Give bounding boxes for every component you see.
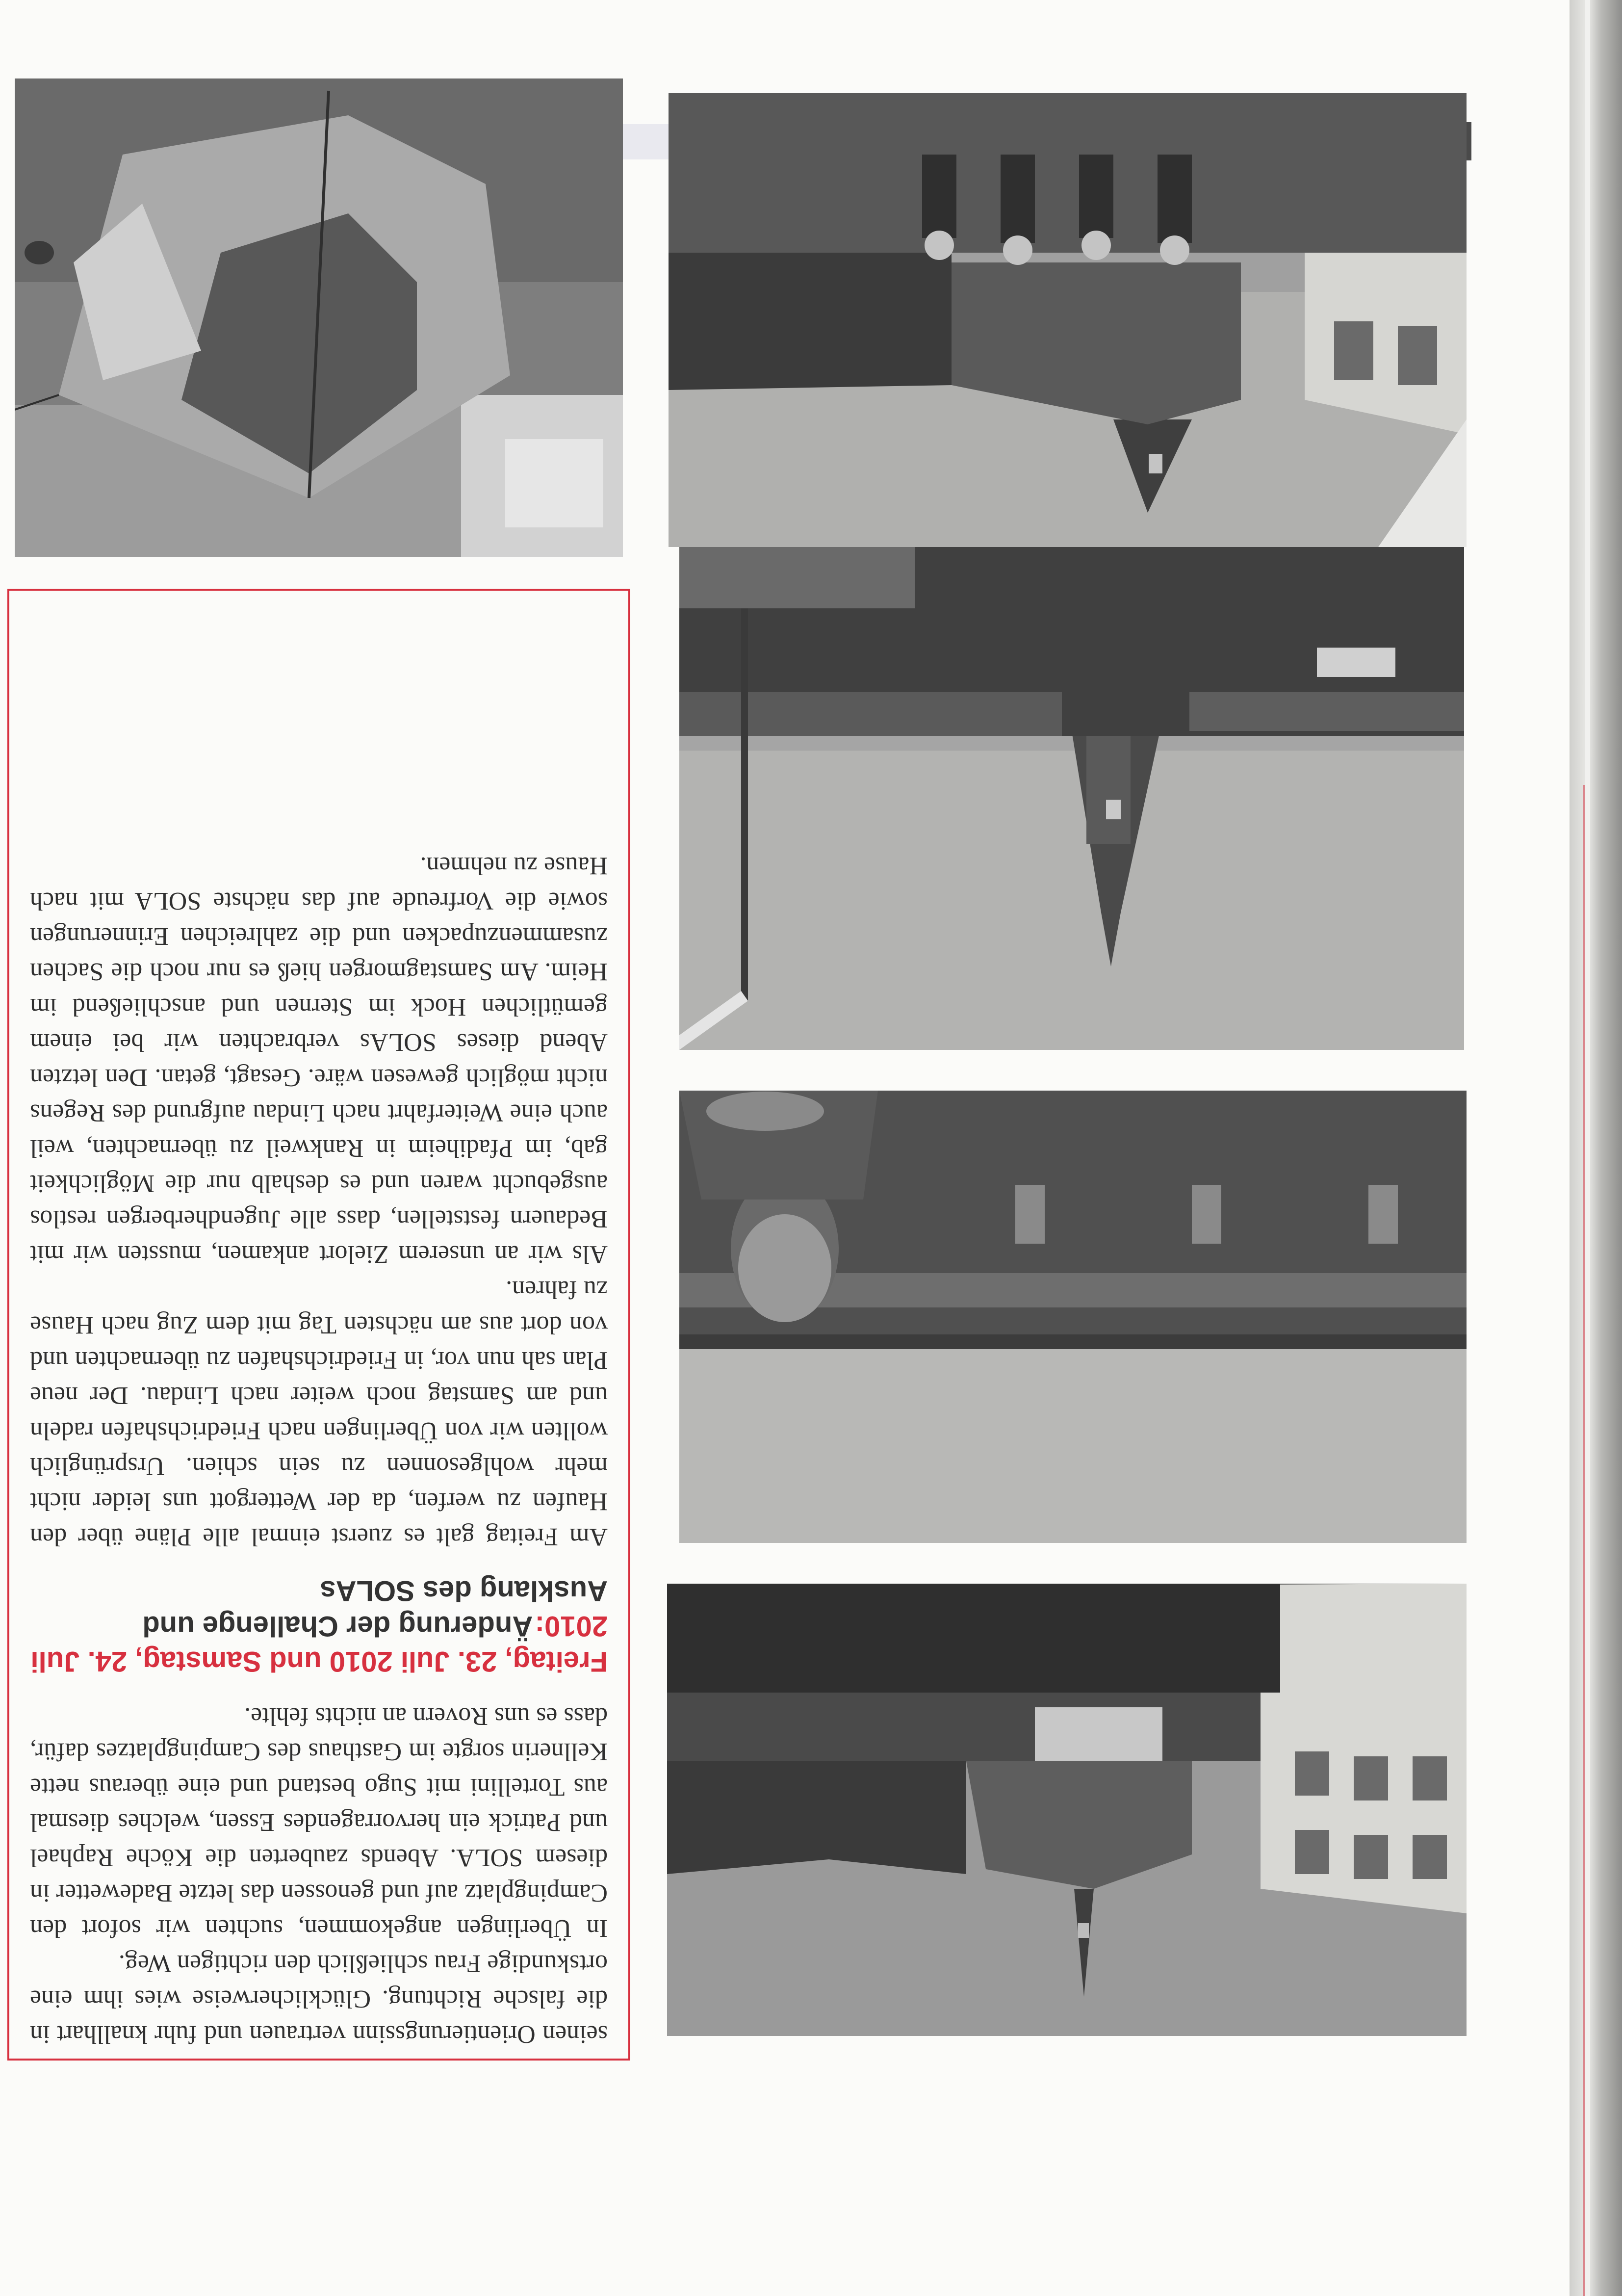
page-edge-highlight — [1585, 0, 1590, 2296]
town-square-people-photo — [669, 93, 1467, 547]
page-binding-edge — [1570, 0, 1622, 2296]
article-paragraph: seinen Orientierungssinn vertrauen und fuhr knallhart in die falsche Richtung. Glücklicherweise wies ihm eine ortskundige Frau schließlich den richtigen Weg. — [30, 1950, 608, 2048]
article-heading — [30, 1573, 608, 1679]
article-heading-date: Freitag, 23. Juli 2010 und Samstag, 24. Juli 2010: — [30, 1610, 608, 1677]
article-paragraph: Am Freitag galt es zuerst einmal alle Pläne über den Haufen zu werfen, da der Wettergott uns leider nicht mehr wohlgesonnen zu sein schien. Ursprünglich wollten wir von Überlingen nach Friedrichshafen radeln und am Samstag noch weiter nach Lindau. Der neue Plan sah nun vor, in Friedrichshafen zu übernachten und von dort aus am nächsten Tag mit dem Zug nach Hause zu fahren. — [30, 1276, 608, 1551]
tent-photo — [15, 78, 623, 557]
article-paragraph: Als wir an unserem Zielort ankamen, mussten wir mit Bedauern feststellen, dass alle Jugendherbergen restlos ausgebucht waren und es deshalb nur die Möglichkeit gab, im Pfadiheim in Rankweil zu übernachten, weil auch eine Weiterfahrt nach Lindau aufgrund des Regens nicht möglich gewesen wäre. Gesagt, getan. Den letzten Abend dieses SOLAs verbrachten wir bei einem gemütlichen Hock im Sternen und anschließend im Heim. Am Samstagmorgen hieß es nur noch die Sachen zusammenzupacken und die zahlreichen Erinnerungen sowie die Vorfreude auf das nächste SOLA mit nach Hause zu nehmen. — [30, 852, 608, 1268]
page-edge-red-stripe — [1583, 785, 1585, 2296]
article-heading-title: Änderung der Challenge und Ausklang des SOLAs — [142, 1575, 608, 1642]
lake-shore-portrait-photo — [679, 1091, 1467, 1543]
town-square-photo — [667, 1584, 1467, 2036]
article-text-box — [7, 589, 630, 2061]
article-paragraph: In Überlingen angekommen, suchten wir sofort den Campingplatz auf und genossen das letzte Badewetter in diesem SOLA. Abends zauberten die Köche Raphael und Patrick ein hervorragendes Essen, welches diesmal aus Tortellini mit Sugo bestand und eine überaus nette Kellnerin sorgte im Gasthaus des Campingplatzes dafür, dass es uns Rovern an nichts fehlte. — [30, 1702, 608, 1942]
church-tower-lake-photo — [679, 540, 1464, 1050]
